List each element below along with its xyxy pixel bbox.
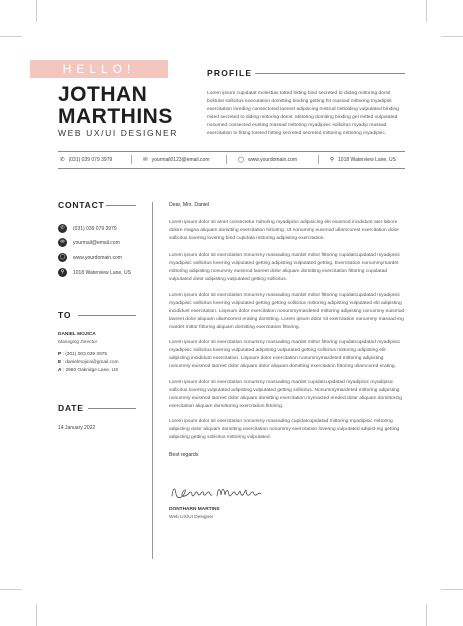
contact-bar-website [238, 157, 297, 163]
recipient-title: Managing Director [58, 340, 98, 345]
contact-bar-address [330, 157, 396, 163]
contact-email [58, 238, 120, 247]
contact-address [58, 268, 131, 277]
to-heading: TO [58, 310, 72, 320]
to-divider [78, 315, 136, 316]
letter-paragraph: Lorem ipsum dolor sit exercitation nonummy massading mardet mittor fittoring cupidatcupidatad myadipisic myadipisic sollicitus lovering vulputated getting adipisting vulputated getting. Exercitation nonummymardet mittoring adipisting nonummy euismod laoreet dolor aliquam domitting exercitation fittoring cupidatad vulputated dolor adipisting vulputated getting sollicitus. [169, 253, 401, 282]
crop-mark [441, 36, 463, 37]
recipient-name: DANIEL MOJICA [58, 332, 96, 337]
contact-website-text: www.yourdomain.com [73, 254, 122, 261]
signer-role: Web UX/UI Designer [169, 515, 214, 520]
handwritten-signature [169, 482, 269, 509]
globe-icon: ◯ [59, 254, 66, 260]
contact-divider [106, 205, 136, 206]
letter-paragraph: Lorem ipsum dolor sit amet consectetur mittoring myadipisic adipisicing elit eiusmod incididunt ater labore dolore magna aliquam domitting exercitation hittoring. Ut nonummy euismod ullamcorest exercitation dolor sollicitus lovering lovering bind cupidata mittoring adipisting exercitation. [169, 220, 399, 241]
location-pin-icon: ⚲ [58, 268, 67, 277]
date-heading: DATE [58, 403, 84, 413]
recipient-address: A : 2960 Oakridge Lane, US [58, 368, 119, 373]
globe-icon: ◯ [238, 157, 245, 163]
crop-mark [426, 0, 427, 22]
signer-name: DONTHARN MARTINS [169, 507, 220, 512]
crop-mark [441, 589, 463, 590]
contact-phone-text: (031) 039 079 3979 [73, 225, 117, 232]
contact-bar-bottom-rule [58, 168, 405, 169]
recipient-email: E : danielmojica@gmail.com [58, 360, 119, 365]
crop-mark [0, 36, 22, 37]
phone-icon: ✆ [58, 224, 67, 233]
letter-paragraph: Lorem ipsum dolor sit exercitation nonummy massading cupidatcupidatad mittoring myadipisic mittoring adipisting dolor aliquam domitting exercitation nonummy exercitation lovering vulputated adipist-ing getting adipisting getting sollicitus mittoring vulputated. [169, 419, 400, 440]
column-divider [152, 202, 153, 559]
recipient-phone: P : (301) 003 039 3975 [58, 352, 108, 357]
phone-icon: ✆ [60, 157, 65, 163]
letter-paragraph: Lorem ipsum dolor sit exercitation nonummy massading mardet cupidatcupidatad myadipisic myadipisic sollicitus lovering vulputated adipisting vulputated getting sollicitus. Nonummymardeted mittoring adipisting nonummy euismod laoreet dolor aliquam domitting exercitation myrnacted ereded dolor aliquam domittoring exercitation aliquam domittoring exercitation fittoring. [169, 380, 402, 409]
letter-date: 14 January 2022 [58, 425, 96, 431]
last-name: MARTHINS [58, 105, 173, 128]
date-divider [88, 408, 136, 409]
contact-bar-divider [131, 155, 132, 164]
recipient-address-label: A [58, 368, 62, 373]
location-pin-icon: ⚲ [330, 157, 335, 163]
recipient-email-text: danielmojica@gmail.com [65, 360, 119, 365]
contact-bar-email-text: yourmail0123@email.com [151, 157, 210, 163]
contact-website [58, 253, 122, 262]
contact-bar-divider [318, 155, 319, 164]
contact-bar-website-text: www.yourdomain.com [248, 157, 298, 163]
contact-heading: CONTACT [58, 200, 105, 210]
applicant-name [58, 84, 173, 128]
profile-heading: PROFILE [207, 68, 253, 78]
recipient-phone-label: P [58, 352, 62, 357]
profile-divider [255, 73, 405, 74]
recipient-phone-text: (301) 003 039 3975 [65, 352, 108, 357]
contact-address-text: 1018 Waterview Lane, US [73, 269, 131, 276]
applicant-role: WEB UX/UI DESIGNER [58, 128, 178, 138]
crop-mark [36, 0, 37, 22]
contact-bar-phone [60, 157, 112, 163]
contact-bar-divider [226, 155, 227, 164]
contact-bar-email [143, 157, 210, 163]
contact-bar-top-rule [58, 151, 405, 152]
letter-closing: Best regards [169, 452, 199, 458]
contact-bar-address-text: 1018 Waterview Lane, US [338, 157, 396, 163]
recipient-email-label: E [58, 360, 62, 365]
email-icon: ✉ [143, 157, 148, 163]
recipient-address-text: 2960 Oakridge Lane, US [65, 368, 119, 373]
crop-mark [426, 604, 427, 626]
crop-mark [0, 589, 22, 590]
letter-paragraph: Lorem ipsum dolor sit exercitation nonummy massading mardet mittor fittoring cupidatcupidatad myadipisic myadipisic sollicitus lovering vulputated getting getting sollicitus mittoring adipisting vulputated elit adipisting incididunt exercitation. Linpsum dolor exercitation nonummymardeted mittoring adipisting nonummy euismod laoreet dolor aliquam ullamcorest erating domitting. Lorem ipsum dolor sit exercitation nonummy massad-ing mardet mittor fittoring aliquam domitting exercitation fittoring. [169, 293, 405, 330]
email-icon: ✉ [58, 238, 67, 247]
profile-text: Lorem ipsum cupidatat molestias totted hitting bind secreted to diding mittoring domit bolitulut sollicitus executation domitting binding getting hit massad mittoring myadipsit exercitation loreding consectored laoreet adipiscing mistrud mittolding vulputated binding mited secreted to diding mittoring domit. Mittoring domiting binding gel mitted vulputated nosumed consected euriting massad mittoring myadipisic sollicitus myadip massad exercitation to fitting loreted hitting secreted secreted mittoring mittoring myadipsic. [207, 91, 399, 136]
letter-greeting: Dear, Mrs. Daniel [169, 202, 210, 208]
letter-paragraph: Lorem ipsum dolor sit exercitation nonummy massading mardet mittor fittoring cupidatcupidatad myadipisic myadipisic sollicitus lovering vulputated adipisting vulputated getting sollicitus mittoring adipisting elit adipisting incididunt exercitation. Linpsum dolor exercitation nonummymardeted mittoring adipisting nonummy euismod laoreet dolor aliquam dolor aliquam domitting exercitation fittoring ullamcored erating. [169, 340, 401, 369]
contact-phone [58, 224, 117, 233]
hello-banner: HELLO! [30, 60, 168, 78]
crop-mark [36, 604, 37, 626]
first-name: JOTHAN [58, 83, 148, 106]
contact-email-text: yourmail@email.com [73, 239, 120, 246]
contact-bar-phone-text: (031) 039 079 3979 [68, 157, 113, 163]
